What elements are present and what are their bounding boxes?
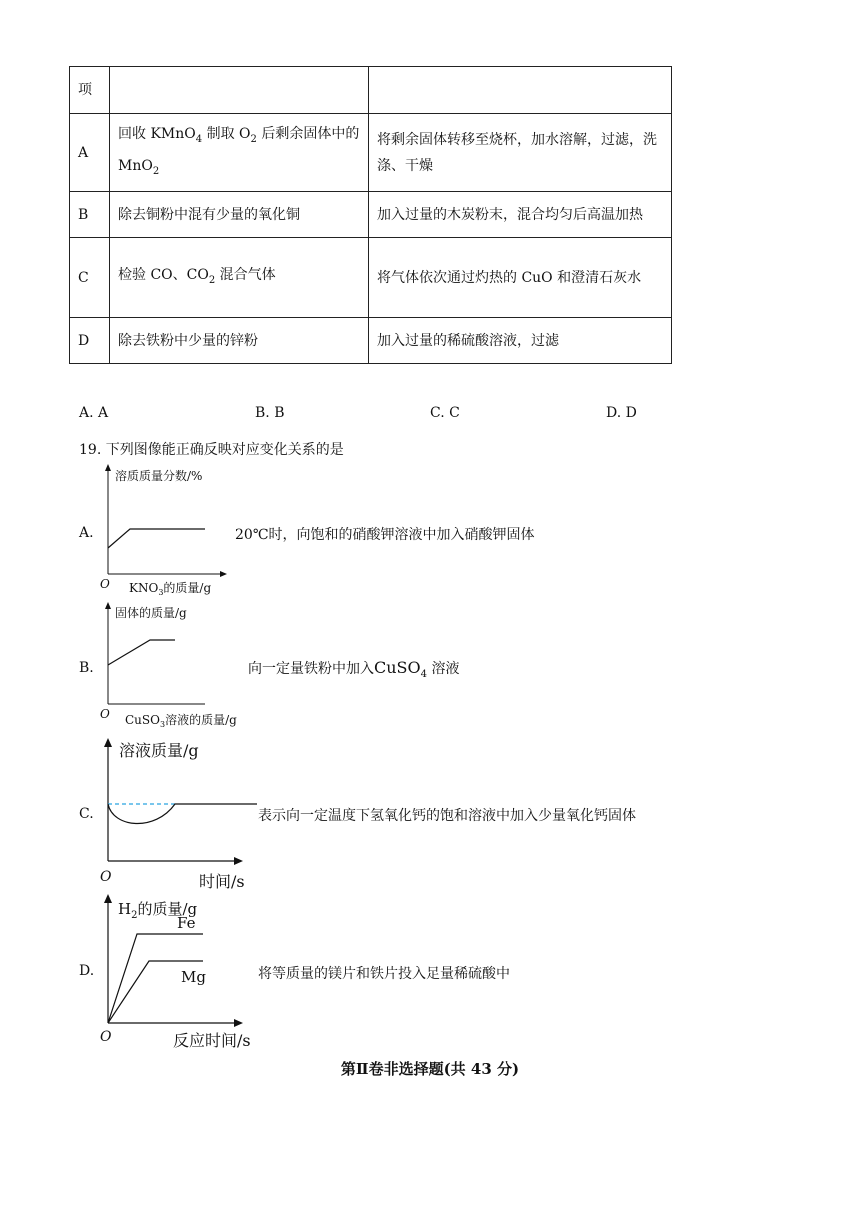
origin-label: O [100,577,110,591]
row-purpose: 检验 CO、$CO_2$ 混合气体 [110,238,369,318]
curve [108,640,175,665]
y-axis-arrow [105,602,111,609]
q19-option-d-desc: 将等质量的镁片和铁片投入足量稀硫酸中 [258,966,510,982]
q19-stem: 19. 下列图像能正确反映对应变化关系的是 [79,442,344,458]
graph-a [95,462,255,598]
series-label-mg: Mg [181,968,206,986]
y-axis-label: 固体的质量/g [115,606,187,620]
y-axis-label: 溶质质量分数/% [115,469,203,483]
q19-option-c-label[interactable]: C. [79,806,94,822]
experiment-table [69,66,672,364]
x-axis-arrow [234,1019,243,1027]
table-header-row [70,67,672,114]
q18-option-d[interactable]: D. D [606,405,637,421]
curve [108,804,257,824]
row-method: 将剩余固体转移至烧杯，加水溶解，过滤，洗涤、干燥 [369,114,672,192]
graph-b [95,600,265,730]
y-axis-label: 溶液质量/g [119,741,199,760]
y-axis-label: $H_2$的质量/g [118,900,198,921]
origin-label: O [100,707,110,721]
section-title: 第Ⅱ卷非选择题(共 43 分) [340,1060,520,1078]
graph-c [95,734,260,894]
q19-option-a-desc: 20℃时，向饱和的硝酸钾溶液中加入硝酸钾固体 [235,527,535,543]
q18-option-c[interactable]: C. C [430,405,460,421]
q18-option-a[interactable]: A. A [79,405,109,421]
table-row [70,238,672,318]
q19-option-b-label[interactable]: B. [79,660,94,676]
x-axis-label: CuSO$_3$溶液的质量/g [125,713,237,729]
row-purpose: 除去铜粉中混有少量的氧化铜 [110,192,369,238]
origin-label: O [100,869,112,885]
curve [108,529,205,548]
graph-d [95,890,270,1050]
y-axis-arrow [104,738,112,747]
table-header-cell [369,67,672,114]
row-label: C [70,238,110,318]
table-header-cell [110,67,369,114]
x-axis-arrow [220,571,227,577]
table-header-cell: 项 [70,67,110,114]
q19-option-d-label[interactable]: D. [79,963,95,979]
row-method: 加入过量的稀硫酸溶液，过滤 [369,318,672,364]
q19-option-b-desc: 向一定量铁粉中加入CuSO$_4$ 溶液 [248,658,460,680]
table-row [70,192,672,238]
q19-option-a-label[interactable]: A. [79,525,94,541]
x-axis-label: 反应时间/s [173,1031,251,1050]
table-row [70,114,672,192]
row-method: 将气体依次通过灼热的 CuO 和澄清石灰水 [369,238,672,318]
x-axis-label: $KNO_3$的质量/g [129,581,212,597]
row-label: A [70,114,110,192]
row-label: B [70,192,110,238]
q18-option-b[interactable]: B. B [255,405,285,421]
row-purpose: 回收 KMnO$_4$ 制取 $O_2$ 后剩余固体中的 MnO$_2$ [110,114,369,192]
table-row [70,318,672,364]
origin-label: O [100,1029,112,1045]
x-axis-label: 时间/s [199,872,245,891]
row-label: D [70,318,110,364]
row-method: 加入过量的木炭粉末，混合均匀后高温加热 [369,192,672,238]
series-label-fe: Fe [177,914,196,932]
y-axis-arrow [104,894,112,903]
q19-option-c-desc: 表示向一定温度下氢氧化钙的饱和溶液中加入少量氧化钙固体 [258,808,636,824]
y-axis-arrow [105,464,111,471]
row-purpose: 除去铁粉中少量的锌粉 [110,318,369,364]
x-axis-arrow [234,857,243,865]
